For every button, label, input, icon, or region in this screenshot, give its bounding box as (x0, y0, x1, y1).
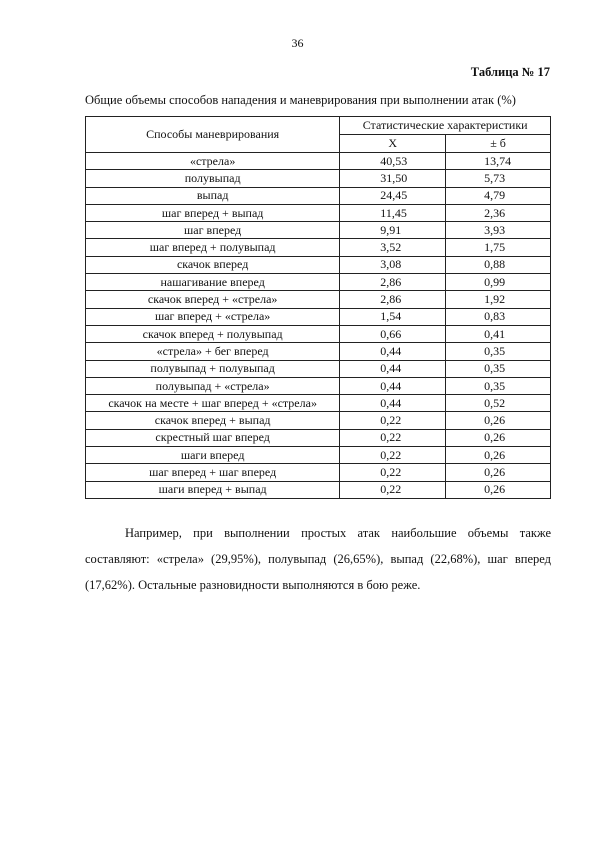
sd-value-cell: 0,35 (446, 343, 551, 360)
sd-value-cell: 0,26 (446, 481, 551, 498)
method-cell: скачок вперед + выпад (86, 412, 340, 429)
method-cell: скачок вперед + «стрела» (86, 291, 340, 308)
table-row (86, 204, 551, 221)
sd-value-cell: 0,88 (446, 256, 551, 273)
sd-value-cell: 0,35 (446, 377, 551, 394)
x-value-cell: 3,52 (340, 239, 446, 256)
table-label: Таблица № 17 (470, 65, 550, 79)
x-value-cell: 0,44 (340, 395, 446, 412)
body-paragraph: Например, при выполнении простых атак наибольшие объемы также составляют: «стрела» (29,95%), полувыпад (26,65%), выпад (22,68%), шаг вперед (17,62%). Остальные разновидности выполняются в бою реже. (85, 526, 551, 592)
header-x: X (340, 135, 446, 153)
table-row (86, 464, 551, 481)
method-cell: полувыпад + «стрела» (86, 377, 340, 394)
sd-value-cell: 0,26 (446, 412, 551, 429)
x-value-cell: 0,22 (340, 429, 446, 446)
method-cell: шаги вперед + выпад (86, 481, 340, 498)
sd-value-cell: 3,93 (446, 222, 551, 239)
table-row (86, 153, 551, 170)
method-cell: нашагивание вперед (86, 274, 340, 291)
table-row (86, 187, 551, 204)
x-value-cell: 0,44 (340, 343, 446, 360)
x-value-cell: 0,22 (340, 464, 446, 481)
table-row (86, 274, 551, 291)
table-row (86, 256, 551, 273)
x-value-cell: 9,91 (340, 222, 446, 239)
sd-value-cell: 0,41 (446, 325, 551, 342)
x-value-cell: 0,44 (340, 360, 446, 377)
sd-value-cell: 13,74 (446, 153, 551, 170)
x-value-cell: 31,50 (340, 170, 446, 187)
table-row (86, 395, 551, 412)
method-cell: шаг вперед + шаг вперед (86, 464, 340, 481)
method-cell: выпад (86, 187, 340, 204)
x-value-cell: 0,22 (340, 412, 446, 429)
x-value-cell: 2,86 (340, 274, 446, 291)
sd-value-cell: 0,26 (446, 464, 551, 481)
table-row (86, 325, 551, 342)
statistics-table (85, 116, 551, 499)
method-cell: скрестный шаг вперед (86, 429, 340, 446)
table-row (86, 360, 551, 377)
table-header-row (86, 117, 551, 135)
table-row (86, 222, 551, 239)
method-cell: скачок на месте + шаг вперед + «стрела» (86, 395, 340, 412)
sd-value-cell: 0,52 (446, 395, 551, 412)
x-value-cell: 0,66 (340, 325, 446, 342)
page-number: 36 (291, 36, 304, 50)
sd-value-cell: 5,73 (446, 170, 551, 187)
table-row (86, 377, 551, 394)
table-row (86, 412, 551, 429)
sd-value-cell: 0,35 (446, 360, 551, 377)
x-value-cell: 11,45 (340, 204, 446, 221)
method-cell: скачок вперед (86, 256, 340, 273)
table-row (86, 429, 551, 446)
method-cell: полувыпад + полувыпад (86, 360, 340, 377)
table-row (86, 239, 551, 256)
sd-value-cell: 1,75 (446, 239, 551, 256)
table-row (86, 170, 551, 187)
header-sd: ± б (446, 135, 551, 153)
sd-value-cell: 4,79 (446, 187, 551, 204)
table-row (86, 308, 551, 325)
sd-value-cell: 0,26 (446, 429, 551, 446)
x-value-cell: 0,44 (340, 377, 446, 394)
method-cell: полувыпад (86, 170, 340, 187)
method-cell: шаг вперед + полувыпад (86, 239, 340, 256)
x-value-cell: 24,45 (340, 187, 446, 204)
header-method: Способы маневрирования (86, 117, 340, 153)
x-value-cell: 0,22 (340, 447, 446, 464)
sd-value-cell: 1,92 (446, 291, 551, 308)
x-value-cell: 0,22 (340, 481, 446, 498)
sd-value-cell: 0,99 (446, 274, 551, 291)
method-cell: «стрела» (86, 153, 340, 170)
x-value-cell: 40,53 (340, 153, 446, 170)
method-cell: шаг вперед + выпад (86, 204, 340, 221)
table-row (86, 447, 551, 464)
x-value-cell: 2,86 (340, 291, 446, 308)
method-cell: шаг вперед (86, 222, 340, 239)
method-cell: шаг вперед + «стрела» (86, 308, 340, 325)
sd-value-cell: 0,83 (446, 308, 551, 325)
method-cell: скачок вперед + полувыпад (86, 325, 340, 342)
sd-value-cell: 0,26 (446, 447, 551, 464)
x-value-cell: 1,54 (340, 308, 446, 325)
table-row (86, 343, 551, 360)
method-cell: шаги вперед (86, 447, 340, 464)
sd-value-cell: 2,36 (446, 204, 551, 221)
x-value-cell: 3,08 (340, 256, 446, 273)
header-stats: Статистические характеристики (340, 117, 551, 135)
table-row (86, 291, 551, 308)
method-cell: «стрела» + бег вперед (86, 343, 340, 360)
table-row (86, 481, 551, 498)
table-body (86, 153, 551, 499)
table-caption: Общие объемы способов нападения и маневрирования при выполнении атак (%) (85, 93, 516, 107)
